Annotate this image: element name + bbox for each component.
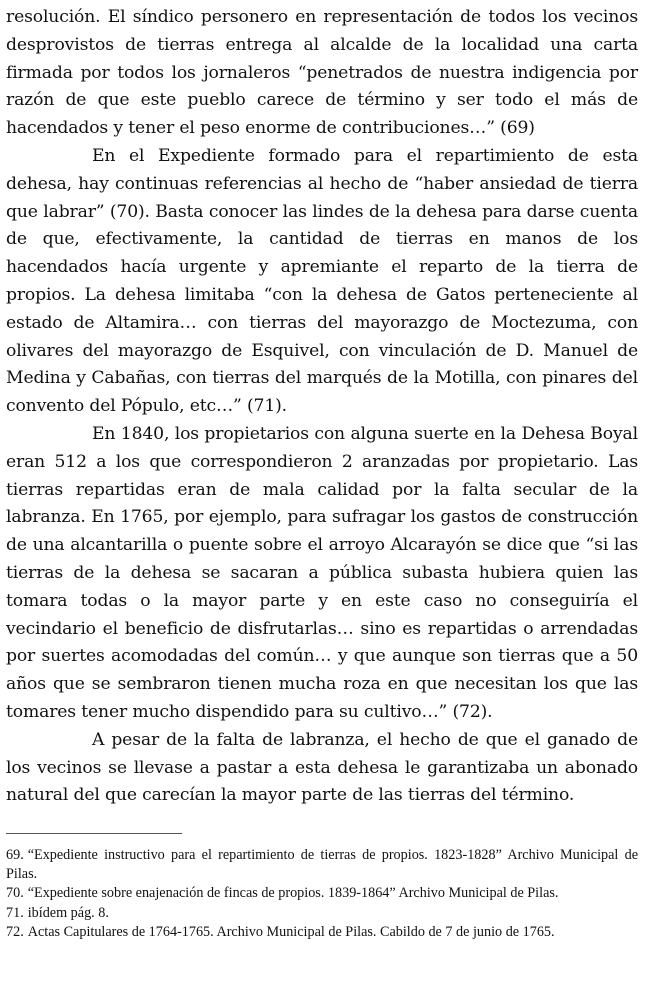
paragraph-labranza: A pesar de la falta de labranza, el hecho de que el ganado de los vecinos se llevase a pastar a esta dehesa le garantizaba un abonado natural del que carecían la mayor parte de las tierras del término. <box>6 729 638 806</box>
footnote-number: 71. <box>6 904 24 921</box>
paragraph-continuation: resolución. El síndico personero en representación de todos los vecinos desprovistos de tierras entrega al alcalde de la localidad una carta firmada por todos los jornaleros “penetrados de nuestra indigencia por razón de que este pueblo carece de término y ser todo el más de hacendados y tener el peso enorme de contribuciones…” (69) <box>6 7 638 139</box>
footnote-separator <box>6 833 182 834</box>
footnote-text: “Expediente instructivo para el repartimiento de tierras de propios. 1823-1828” Archivo Municipal de Pilas. <box>6 847 638 883</box>
footnote-number: 72. <box>6 923 24 940</box>
footnotes <box>6 846 638 942</box>
footnote-text: “Expediente sobre enajenación de fincas de propios. 1839-1864” Archivo Municipal de Pilas. <box>27 885 559 902</box>
footnote-number: 69. <box>6 847 24 863</box>
footnote <box>6 923 638 942</box>
footnote <box>6 846 638 884</box>
footnote-number: 70. <box>6 885 24 902</box>
footnote <box>6 904 638 923</box>
footnote-text: Actas Capitulares de 1764-1765. Archivo Municipal de Pilas. Cabildo de 7 de junio de 1765. <box>27 923 555 940</box>
body-text <box>6 4 638 810</box>
footnote <box>6 884 638 903</box>
paragraph-1840: En 1840, los propietarios con alguna suerte en la Dehesa Boyal eran 512 a los que correspondieron 2 aranzadas por propietario. Las tierras repartidas eran de mala calidad por la falta secular de la labranza. En 1765, por ejemplo, para sufragar los gastos de construcción de una alcantarilla o puente sobre el arroyo Alcarayón se dice que “si las tierras de la dehesa se sacaran a pública subasta hubiera quien las tomara todas o la mayor parte y en este caso no conseguiría el vecindario el beneficio de disfrutarlas… sino es repartidas o arrendadas por suertes acomodadas del común… y que aunque son tierras que a 50 años que se sembraron tienen mucha roza en que necesitan los que las tomares tener mucho dispendido para su cultivo…” (72). <box>6 423 638 722</box>
paragraph-expediente: En el Expediente formado para el repartimiento de esta dehesa, hay continuas referencias al hecho de “haber ansiedad de tierra que labrar” (70). Basta conocer las lindes de la dehesa para darse cuenta de que, efectivamente, la cantidad de tierras en manos de los hacendados hacía urgente y apremiante el reparto de la tierra de propios. La dehesa limitaba “con la dehesa de Gatos perteneciente al estado de Altamira… con tierras del mayorazgo de Moctezuma, con olivares del mayorazgo de Esquivel, con vinculación de D. Manuel de Medina y Cabañas, con tierras del marqués de la Motilla, con pinares del convento del Pópulo, etc…” (71). <box>6 145 638 417</box>
footnote-text: ibídem pág. 8. <box>27 904 109 921</box>
